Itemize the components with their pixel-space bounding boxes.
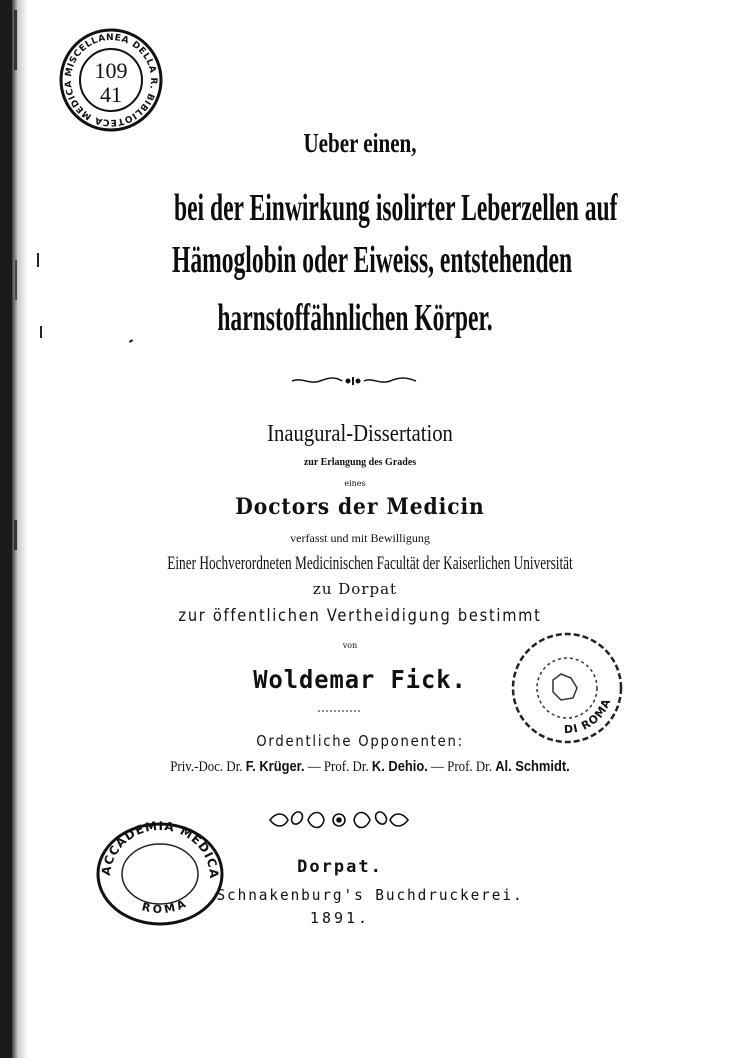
opponents-list <box>121 758 620 776</box>
library-stamp-right <box>508 628 626 750</box>
title-line-4: harnstoffähnlichen Körper. <box>217 297 493 339</box>
library-stamp-top <box>57 26 165 134</box>
imprint-year: 1891. <box>309 909 371 927</box>
opponent-3-name: Al. Schmidt. <box>495 758 570 775</box>
opponent-2-name: K. Dehio. <box>371 758 428 775</box>
dissertation-heading: Inaugural-Dissertation <box>267 421 453 447</box>
von-line: von <box>342 641 358 650</box>
stamp-right-ring-text: DI ROMA <box>563 696 614 737</box>
scan-speck <box>40 326 42 338</box>
degree-name: Doctors der Medicin <box>235 494 485 520</box>
degree-line: zur Erlangung des Grades <box>303 457 417 468</box>
author-name: Woldemar Fick. <box>253 665 467 694</box>
stamp-top-number-top: 109 <box>94 58 128 83</box>
binding-marks <box>0 0 30 1058</box>
opponents-label: Ordentliche Opponenten: <box>256 732 464 750</box>
stamp-bottom-ring-bottom: ROMA <box>140 896 191 917</box>
ornament-divider-bottom <box>264 804 414 836</box>
ornament-divider-top <box>290 374 418 388</box>
svg-text:DI ROMA <box>564 696 614 736</box>
defense-line: zur öffentlichen Vertheidigung bestimmt <box>178 606 542 626</box>
scan-speck <box>129 339 133 343</box>
title-line-3: Hämoglobin oder Eiweiss, entstehenden <box>172 239 573 281</box>
stamp-top-ring-text: MISCELLANEA DELLA R. BIBLIOTECA MEDICA <box>63 32 159 128</box>
permission-line: verfasst und mit Bewilligung <box>290 531 430 545</box>
title-line-1: Ueber einen, <box>303 128 417 158</box>
small-rule <box>318 708 360 714</box>
title-line-2: bei der Einwirkung isolirter Leberzellen auf <box>174 187 618 229</box>
opponent-1-title: Priv.-Doc. Dr. <box>170 759 243 775</box>
scan-speck <box>37 253 39 267</box>
eines-line: eines <box>344 479 366 488</box>
imprint-printer: Schnakenburg's Buchdruckerei. <box>216 886 524 904</box>
stamp-top-number-bottom: 41 <box>100 82 122 107</box>
faculty-line: Einer Hochverordneten Medicinischen Facultät der Kaiserlichen Universität <box>167 553 573 574</box>
imprint-city: Dorpat. <box>297 857 383 877</box>
university-city-line: zu Dorpat <box>312 580 398 598</box>
separator-2: — Prof. Dr. <box>431 759 492 775</box>
opponent-1-name: F. Krüger. <box>245 758 305 775</box>
separator-1: — Prof. Dr. <box>307 759 369 775</box>
svg-text:ACCADEMIA MEDICA <box>99 819 221 880</box>
stamp-bottom-ring-top: ACCADEMIA MEDICA <box>98 818 222 880</box>
academy-stamp-bottom <box>92 812 228 928</box>
